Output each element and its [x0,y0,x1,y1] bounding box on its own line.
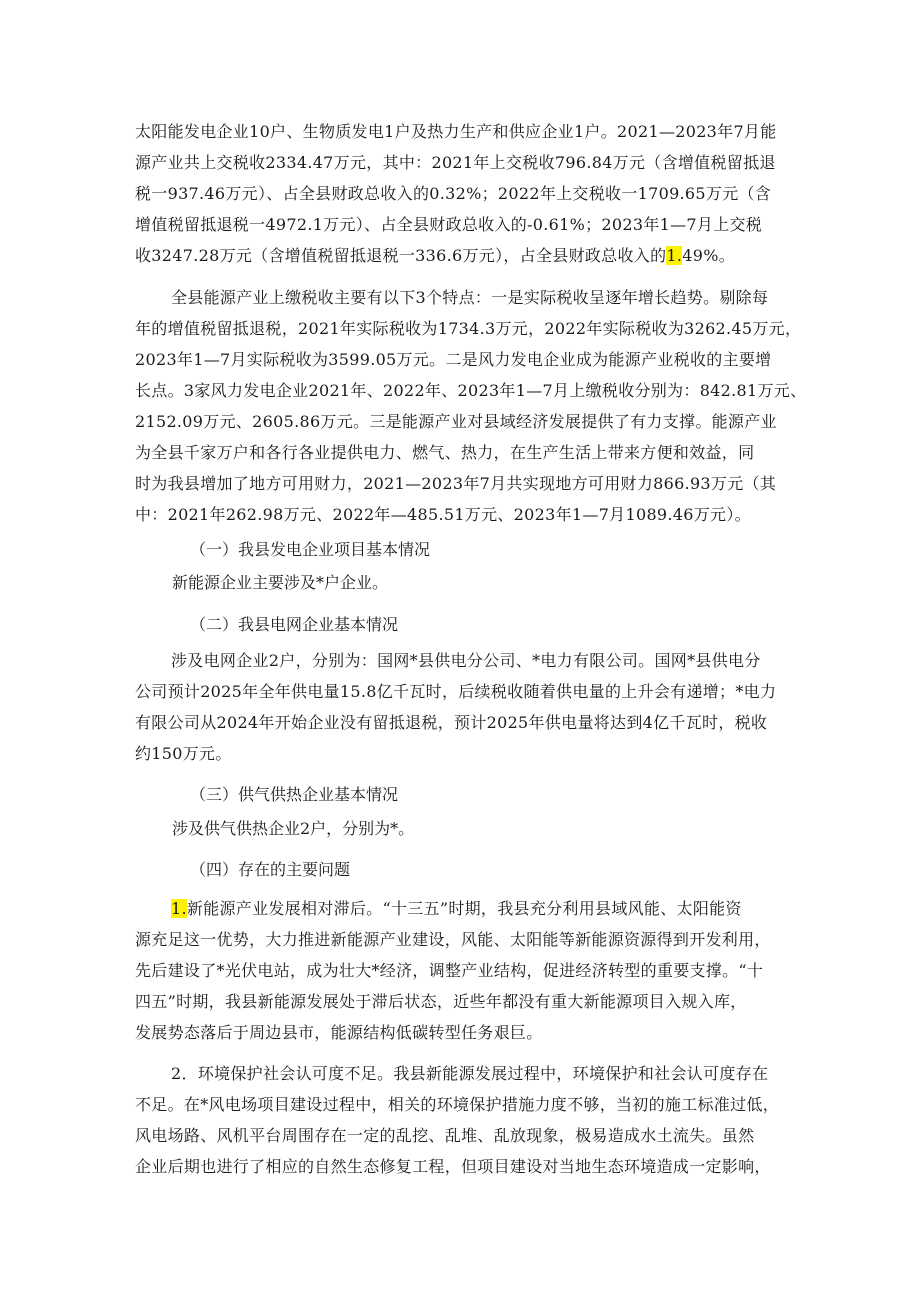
text-line: 长点。3家风力发电企业2021年、2022年、2023年1—7月上缴税收分别为：842.81万元、 [135,381,807,400]
text-line: 增值税留抵退税一4972.1万元）、占全县财政总收入的-0.61%；2023年1—7月上交税 [135,215,763,234]
text-line: 2023年1—7月实际税收为3599.05万元。二是风力发电企业成为能源产业税收的主要增 [135,350,772,369]
text-line: 不足。在*风电场项目建设过程中，相关的环境保护措施力度不够，当初的施工标准过低， [135,1095,780,1114]
text-line: 约150万元。 [135,744,232,763]
text-line: 为全县千家万户和各行各业提供电力、燃气、热力，在生产生活上带来方便和效益，同 [135,443,755,462]
text-line: 税一937.46万元）、占全县财政总收入的0.32%；2022年上交税收一1709.65万元（含 [135,184,772,203]
text-line: 全县能源产业上缴税收主要有以下3个特点：一是实际税收呈逐年增长趋势。剔除每 [171,288,769,307]
section-heading-gas-heat: （三）供气供热企业基本情况 [190,785,399,804]
highlighted-text: 1. [171,899,187,918]
text-segment: 49%。 [682,246,736,265]
text-line: 企业后期也进行了相应的自然生态修复工程，但项目建设对当地生态环境造成一定影响， [135,1157,771,1176]
text-new-energy-enterprises: 新能源企业主要涉及*户企业。 [172,573,389,592]
text-line: 源产业共上交税收2334.47万元，其中：2021年上交税收796.84万元（含增值税留抵退 [135,153,776,172]
text-line: 发展势态落后于周边县市，能源结构低碳转型任务艰巨。 [135,1023,543,1042]
text-line [135,240,790,271]
text-segment: 收3247.28万元（含增值税留抵退税一336.6万元），占全县财政总收入的 [135,246,667,265]
text-line: 四五”时期，我县新能源发展处于滞后状态，近些年都没有重大新能源项目入规入库， [135,992,747,1011]
text-line: 公司预计2025年全年供电量15.8亿千瓦时，后续税收随着供电量的上升会有递增；*电力 [135,682,777,701]
text-line: 先后建设了*光伏电站，成为壮大*经济，调整产业结构，促进经济转型的重要支撑。“十 [135,961,764,980]
text-line: 时为我县增加了地方可用财力，2021—2023年7月共实现地方可用财力866.93万元（其 [135,474,777,493]
section-heading-main-problems: （四）存在的主要问题 [190,860,351,879]
text-line: 中：2021年262.98万元、2022年—485.51万元、2023年1—7月1089.46万元）。 [135,505,751,524]
text-line: 有限公司从2024年开始企业没有留抵退税，预计2025年供电量将达到4亿千瓦时，税收 [135,713,768,732]
text-line [135,893,790,924]
text-line: 风电场路、风机平台周围存在一定的乱挖、乱堆、乱放现象，极易造成水土流失。虽然 [135,1126,755,1145]
text-segment: 新能源产业发展相对滞后。“十三五”时期，我县充分利用县域风能、太阳能资 [186,899,742,918]
text-line: 2152.09万元、2605.86万元。三是能源产业对县域经济发展提供了有力支撑。能源产业 [135,412,777,431]
section-heading-power-grid: （二）我县电网企业基本情况 [190,615,399,634]
paragraph-problem-2 [135,1058,790,1182]
text-line: 涉及电网企业2户，分别为：国网*县供电分公司、*电力有限公司。国网*县供电分 [171,651,761,670]
section-heading-power-generation: （一）我县发电企业项目基本情况 [190,540,431,559]
text-gas-heat-enterprises: 涉及供气供热企业2户，分别为*。 [172,819,415,838]
text-line: 太阳能发电企业10户、生物质发电1户及热力生产和供应企业1户。2021—2023年7月能 [135,122,777,141]
text-line: 年的增值税留抵退税，2021年实际税收为1734.3万元，2022年实际税收为3262.45万元， [135,319,802,338]
text-line: 源充足这一优势，大力推进新能源产业建设，风能、太阳能等新能源资源得到开发利用， [135,930,771,949]
paragraph-problem-1 [135,893,790,1048]
text-line: 2．环境保护社会认可度不足。我县新能源发展过程中，环境保护和社会认可度存在 [171,1064,769,1083]
highlighted-text: 1. [666,246,683,265]
paragraph-grid-enterprises [135,645,790,769]
paragraph-tax-features [135,282,807,530]
paragraph-energy-tax-summary [135,116,790,271]
